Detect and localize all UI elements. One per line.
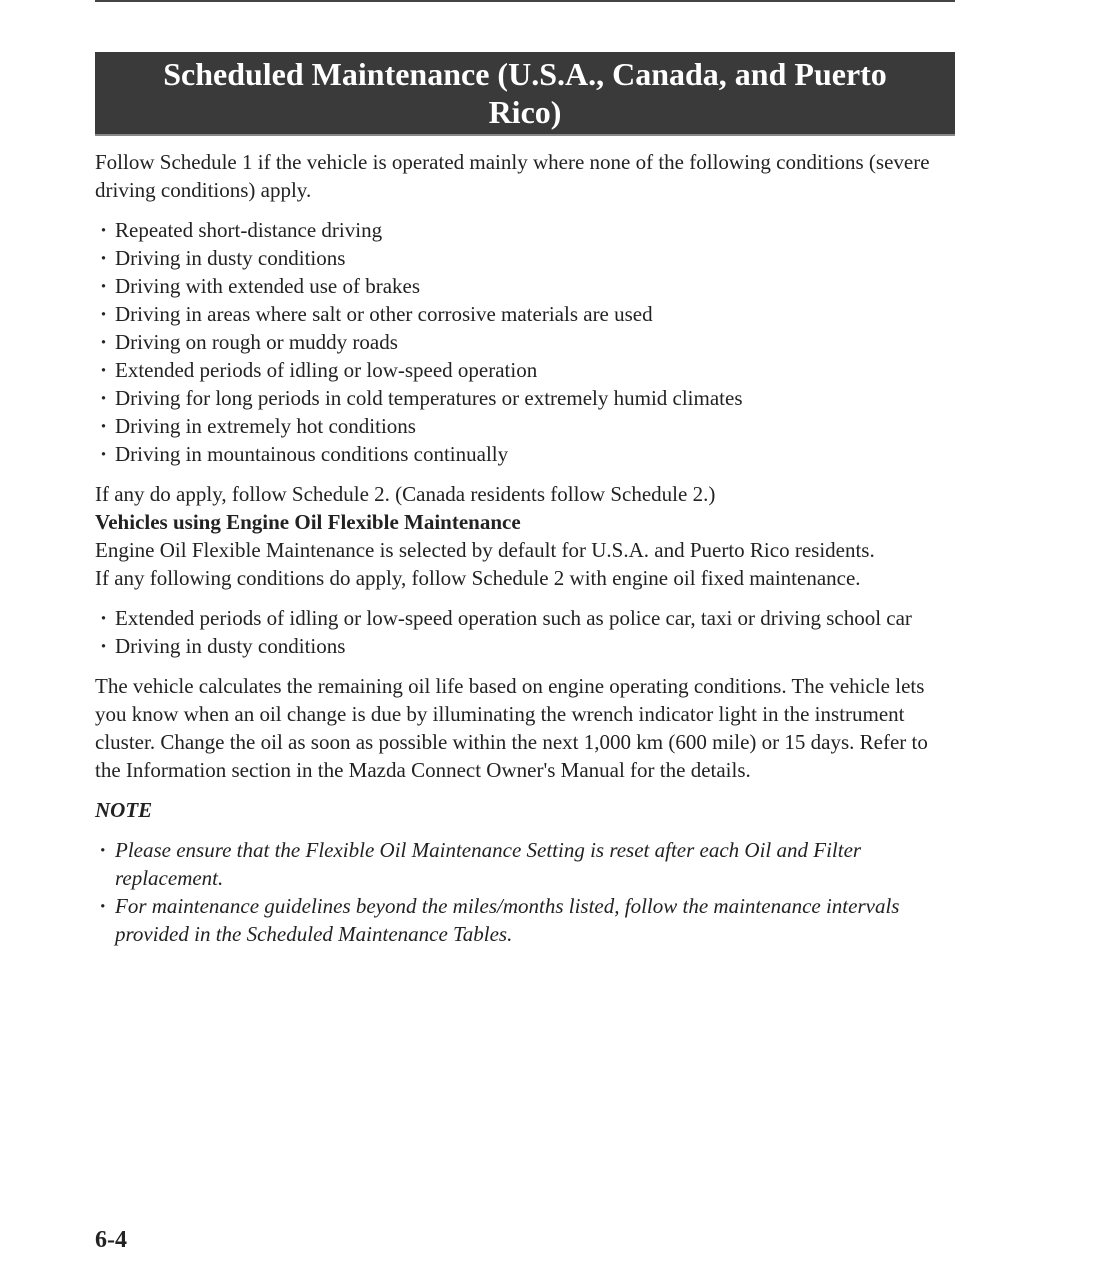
list-item: · Extended periods of idling or low-speed operation <box>95 356 955 384</box>
main-content <box>95 148 955 948</box>
list-item: · Driving for long periods in cold temperatures or extremely humid climates <box>95 384 955 412</box>
list-item: · Driving with extended use of brakes <box>95 272 955 300</box>
list-item: · Driving in extremely hot conditions <box>95 412 955 440</box>
top-divider <box>95 0 955 2</box>
note-heading: NOTE <box>95 798 153 822</box>
severe-conditions-list <box>95 216 955 468</box>
header-banner <box>95 52 955 136</box>
page-number: 6-4 <box>95 1227 127 1253</box>
list-item: · Driving in dusty conditions <box>95 632 955 660</box>
notes-list <box>95 836 955 948</box>
note-item: · For maintenance guidelines beyond the miles/months listed, follow the maintenance intervals provided in the Scheduled Maintenance Tables. <box>95 892 955 948</box>
note-item: · Please ensure that the Flexible Oil Maintenance Setting is reset after each Oil and Filter replacement. <box>95 836 955 892</box>
flexible-maintenance-description: Engine Oil Flexible Maintenance is selected by default for U.S.A. and Puerto Rico residents. <box>95 538 875 562</box>
flexible-maintenance-heading: Vehicles using Engine Oil Flexible Maintenance <box>95 510 521 534</box>
page-title: Scheduled Maintenance (U.S.A., Canada, and Puerto Rico) <box>163 56 887 130</box>
fixed-maintenance-instruction: If any following conditions do apply, follow Schedule 2 with engine oil fixed maintenance. <box>95 566 861 590</box>
intro-paragraph: Follow Schedule 1 if the vehicle is operated mainly where none of the following conditions (severe driving conditions) apply. <box>95 150 930 202</box>
list-item: · Driving in dusty conditions <box>95 244 955 272</box>
list-item: · Driving in areas where salt or other corrosive materials are used <box>95 300 955 328</box>
apply-instruction: If any do apply, follow Schedule 2. (Canada residents follow Schedule 2.) <box>95 482 716 506</box>
oil-life-description: The vehicle calculates the remaining oil life based on engine operating conditions. The vehicle lets you know when an oil change is due by illuminating the wrench indicator light in the instrument cluster. Change the oil as soon as possible within the next 1,000 km (600 mile) or 15 days. Refer to the Information section in the Mazda Connect Owner's Manual for the details. <box>95 674 928 782</box>
list-item: · Extended periods of idling or low-speed operation such as police car, taxi or driving school car <box>95 604 955 632</box>
list-item: · Driving in mountainous conditions continually <box>95 440 955 468</box>
fixed-conditions-list <box>95 604 955 660</box>
list-item: · Repeated short-distance driving <box>95 216 955 244</box>
list-item: · Driving on rough or muddy roads <box>95 328 955 356</box>
